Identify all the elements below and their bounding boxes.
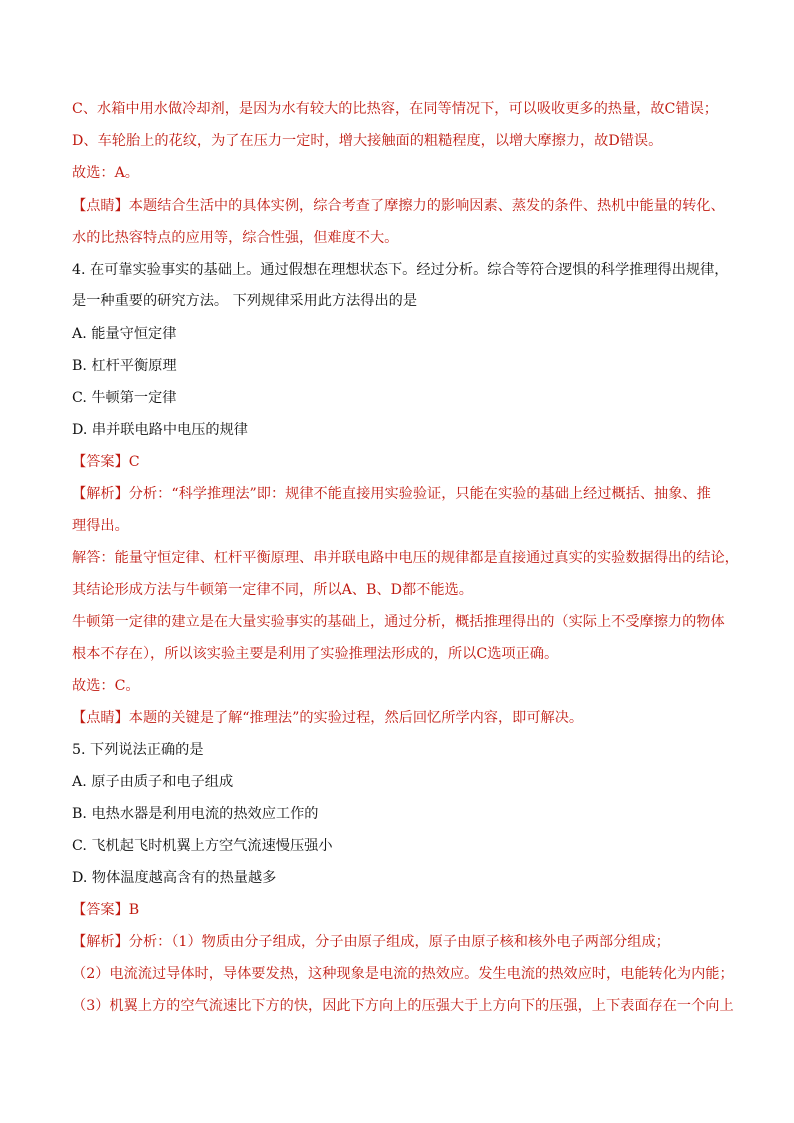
answer-tag: 【答案】	[72, 902, 129, 918]
q3-comment-line-1: 【点睛】本题结合生活中的具体实例，综合考查了摩擦力的影响因素、蒸发的条件、热机中能量的转化、	[72, 198, 725, 214]
comment-tag: 【点睛】	[72, 198, 129, 214]
q5-option-a: A. 原子由质子和电子组成	[72, 774, 234, 790]
q3-comment-line-2: 水的比热容特点的应用等，综合性强，但难度不大。	[72, 230, 399, 246]
q4-final-choice: 故选：C。	[72, 678, 140, 694]
answer-tag: 【答案】	[72, 454, 129, 470]
q5-analysis-line-1: 【解析】分析：（1）物质由分子组成，分子由原子组成，原子由原子核和核外电子两部分组成；	[72, 934, 670, 950]
q5-option-c: C. 飞机起飞时机翼上方空气流速慢压强小	[72, 838, 333, 854]
q4-analysis-line-1: 【解析】分析：“科学推理法”即：规律不能直接用实验验证，只能在实验的基础上经过概括、抽象、推	[72, 486, 711, 502]
q4-solution-line-2: 其结论形成方法与牛顿第一定律不同，所以A、B、D都不能选。	[72, 582, 473, 598]
q4-option-a: A. 能量守恒定律	[72, 326, 177, 342]
q3-final-choice: 故选：A。	[72, 165, 139, 181]
analysis-tag: 【解析】	[72, 486, 129, 502]
q5-analysis-line-3: （3）机翼上方的空气流速比下方的快，因此下方向上的压强大于上方向下的压强，上下表面存在一个向上	[72, 998, 734, 1014]
comment-tag: 【点睛】	[72, 710, 129, 726]
q5-answer: 【答案】B	[72, 902, 140, 918]
q4-solution-line-1: 解答：能量守恒定律、杠杆平衡原理、串并联电路中电压的规律都是直接通过真实的实验数据得出的结论，	[72, 550, 739, 566]
q5-option-b: B. 电热水器是利用电流的热效应工作的	[72, 806, 319, 822]
q5-stem: 5. 下列说法正确的是	[72, 742, 204, 758]
q3-option-c-explanation: C、水箱中用水做冷却剂，是因为水有较大的比热容，在同等情况下，可以吸收更多的热量，故C错误；	[72, 101, 718, 117]
q5-analysis-line-2: （2）电流流过导体时，导体要发热，这种现象是电流的热效应。发生电流的热效应时，电能转化为内能；	[72, 966, 734, 982]
q4-comment: 【点睛】本题的关键是了解“推理法”的实验过程，然后回忆所学内容，即可解决。	[72, 710, 584, 726]
q4-stem-line-1: 4. 在可靠实验事实的基础上。通过假想在理想状态下。经过分析。综合等符合逻惧的科学推理得出规律，	[72, 262, 729, 278]
q4-solution-line-3: 牛顿第一定律的建立是在大量实验事实的基础上，通过分析，概括推理得出的（实际上不受摩擦力的物体	[72, 614, 725, 630]
q3-option-d-explanation: D、车轮胎上的花纹，为了在压力一定时，增大接触面的粗糙程度，以增大摩擦力，故D错误。	[72, 133, 663, 149]
q4-solution-line-4: 根本不存在），所以该实验主要是利用了实验推理法形成的，所以C选项正确。	[72, 646, 559, 662]
q4-analysis-line-2: 理得出。	[72, 518, 129, 534]
q4-option-d: D. 串并联电路中电压的规律	[72, 422, 248, 438]
q5-option-d: D. 物体温度越高含有的热量越多	[72, 870, 277, 886]
q4-stem-line-2: 是一种重要的研究方法。 下列规律采用此方法得出的是	[72, 293, 418, 309]
q4-answer: 【答案】C	[72, 454, 140, 470]
q4-option-c: C. 牛顿第一定律	[72, 390, 177, 406]
q4-option-b: B. 杠杆平衡原理	[72, 358, 177, 374]
analysis-tag: 【解析】	[72, 934, 129, 950]
